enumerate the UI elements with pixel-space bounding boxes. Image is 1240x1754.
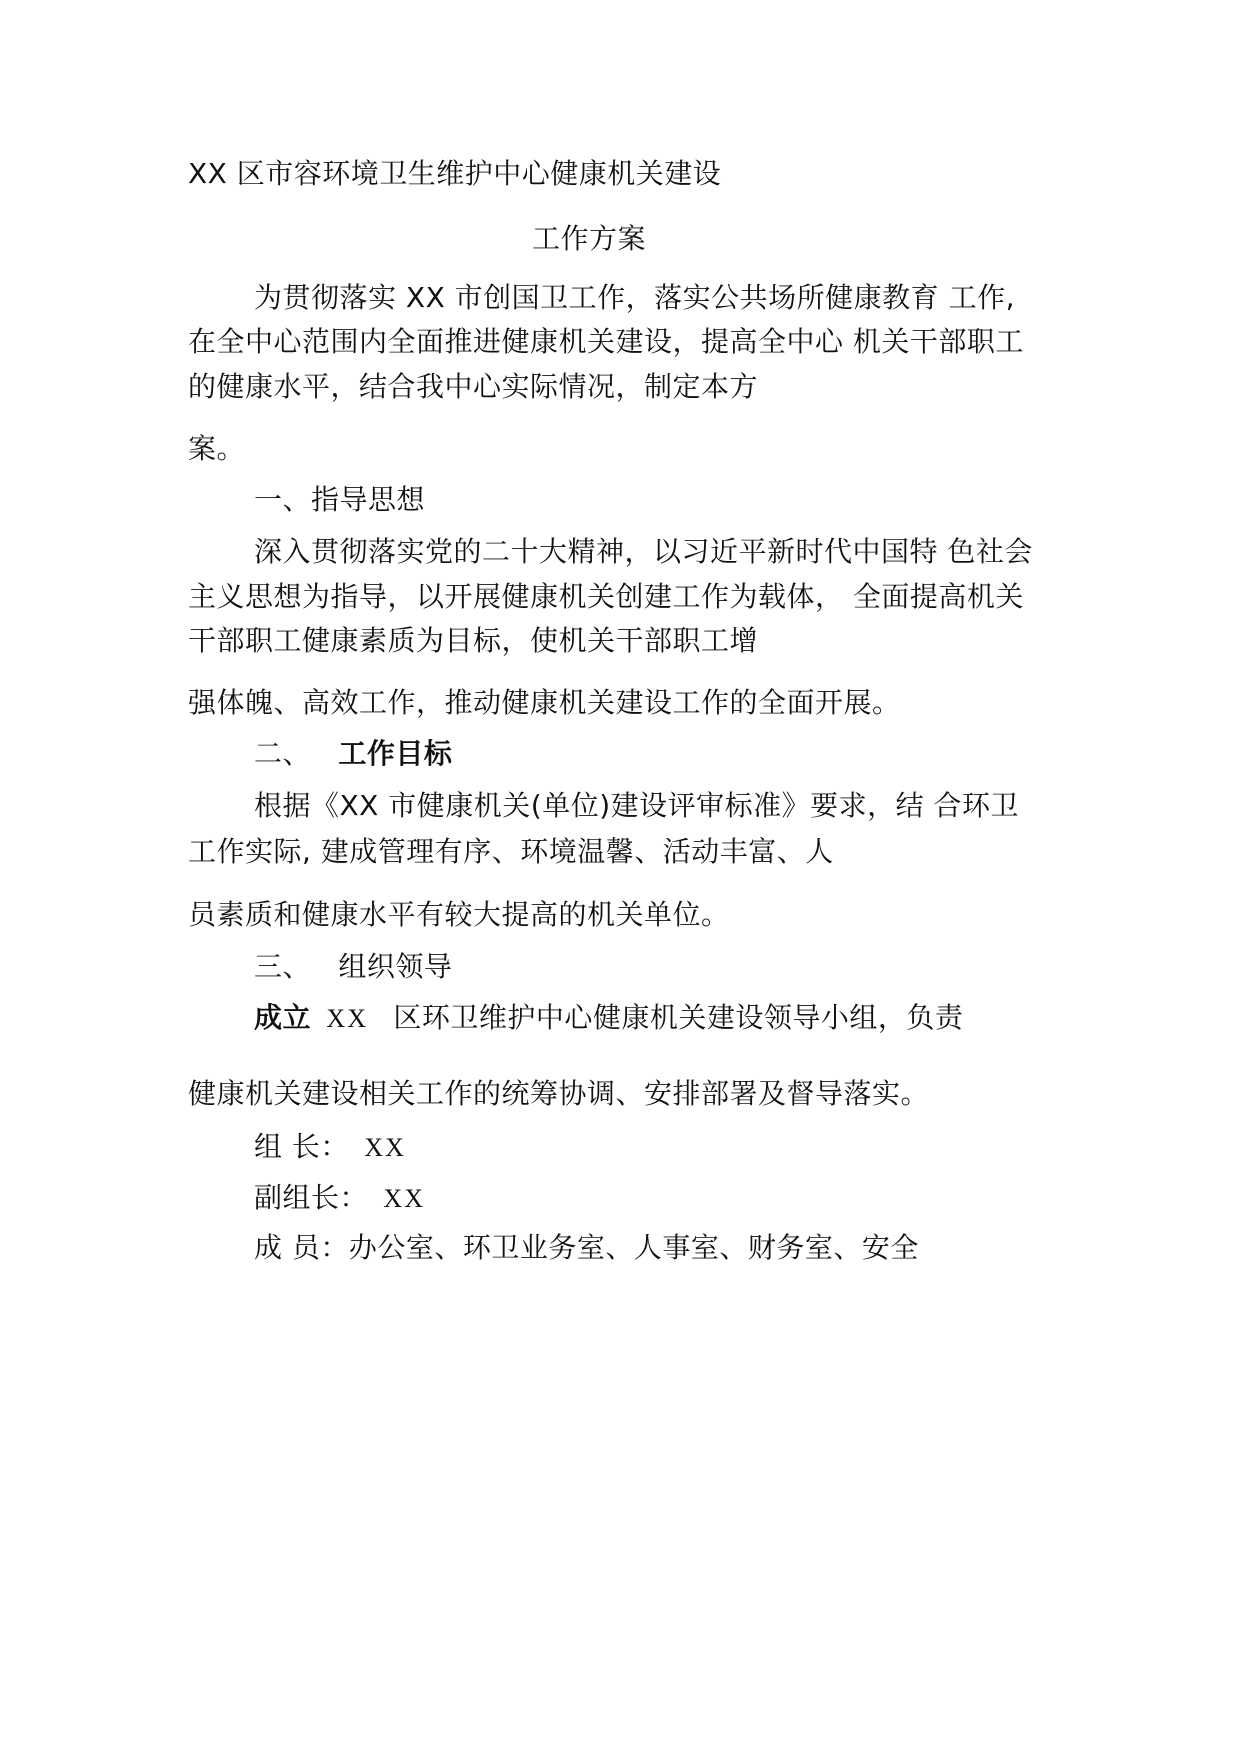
section2-line-1: 根据《XX 市健康机关(单位)建设评审标准》要求，结 合环卫 bbox=[254, 789, 1020, 822]
members-value: 办公室、环卫业务室、人事室、财务室、安全 bbox=[348, 1231, 919, 1264]
section2-heading bbox=[254, 734, 452, 774]
section3-line1-rest: 区环卫维护中心健康机关建设领导小组，负责 bbox=[393, 1001, 964, 1034]
section1-line-1: 深入贯彻落实党的二十大精神，以习近平新时代中国特 色社会 bbox=[254, 535, 1033, 568]
deputy-label: 副组长： bbox=[254, 1181, 369, 1214]
section1-line-2: 主义思想为指导，以开展健康机关创建工作为载体， 全面提高机关 bbox=[188, 580, 1024, 613]
section1-heading: 一、指导思想 bbox=[254, 483, 426, 516]
section1-line-4: 强体魄、高效工作，推动健康机关建设工作的全面开展。 bbox=[188, 686, 901, 719]
section2-line-2: 工作实际, 建成管理有序、环境温馨、活动丰富、人 bbox=[188, 835, 834, 868]
section3-line-1 bbox=[254, 998, 963, 1039]
members-line bbox=[254, 1228, 919, 1268]
section2-heading-number: 二、 bbox=[254, 737, 312, 770]
section3-line1-prefix: 成立 bbox=[254, 1001, 312, 1034]
section2-line-3: 员素质和健康水平有较大提高的机关单位。 bbox=[188, 898, 730, 931]
intro-line-1: 为贯彻落实 XX 市创国卫工作，落实公共场所健康教育 工作, bbox=[254, 281, 1015, 314]
section3-line-2: 健康机关建设相关工作的统筹协调、安排部署及督导落实。 bbox=[188, 1077, 930, 1110]
section3-line1-placeholder: XX bbox=[326, 1004, 368, 1033]
deputy-value: XX bbox=[383, 1184, 425, 1213]
leader-label: 组 长： bbox=[254, 1130, 349, 1163]
deputy-line bbox=[254, 1178, 425, 1219]
section2-heading-text: 工作目标 bbox=[338, 737, 453, 770]
section3-heading-number: 三、 bbox=[254, 950, 312, 983]
section3-heading bbox=[254, 947, 452, 987]
intro-line-2: 在全中心范围内全面推进健康机关建设，提高全中心 机关干部职工 bbox=[188, 325, 1024, 358]
intro-line-4: 案。 bbox=[188, 432, 246, 465]
section1-line-3: 干部职工健康素质为目标，使机关干部职工增 bbox=[188, 624, 759, 657]
document-title-line1: XX 区市容环境卫生维护中心健康机关建设 bbox=[188, 157, 722, 190]
section3-heading-text: 组织领导 bbox=[338, 950, 453, 983]
members-label: 成 员： bbox=[254, 1231, 349, 1264]
leader-value: XX bbox=[364, 1133, 406, 1162]
leader-line bbox=[254, 1127, 406, 1168]
intro-line-3: 的健康水平，结合我中心实际情况，制定本方 bbox=[188, 370, 759, 403]
document-title-line2: 工作方案 bbox=[531, 222, 646, 255]
